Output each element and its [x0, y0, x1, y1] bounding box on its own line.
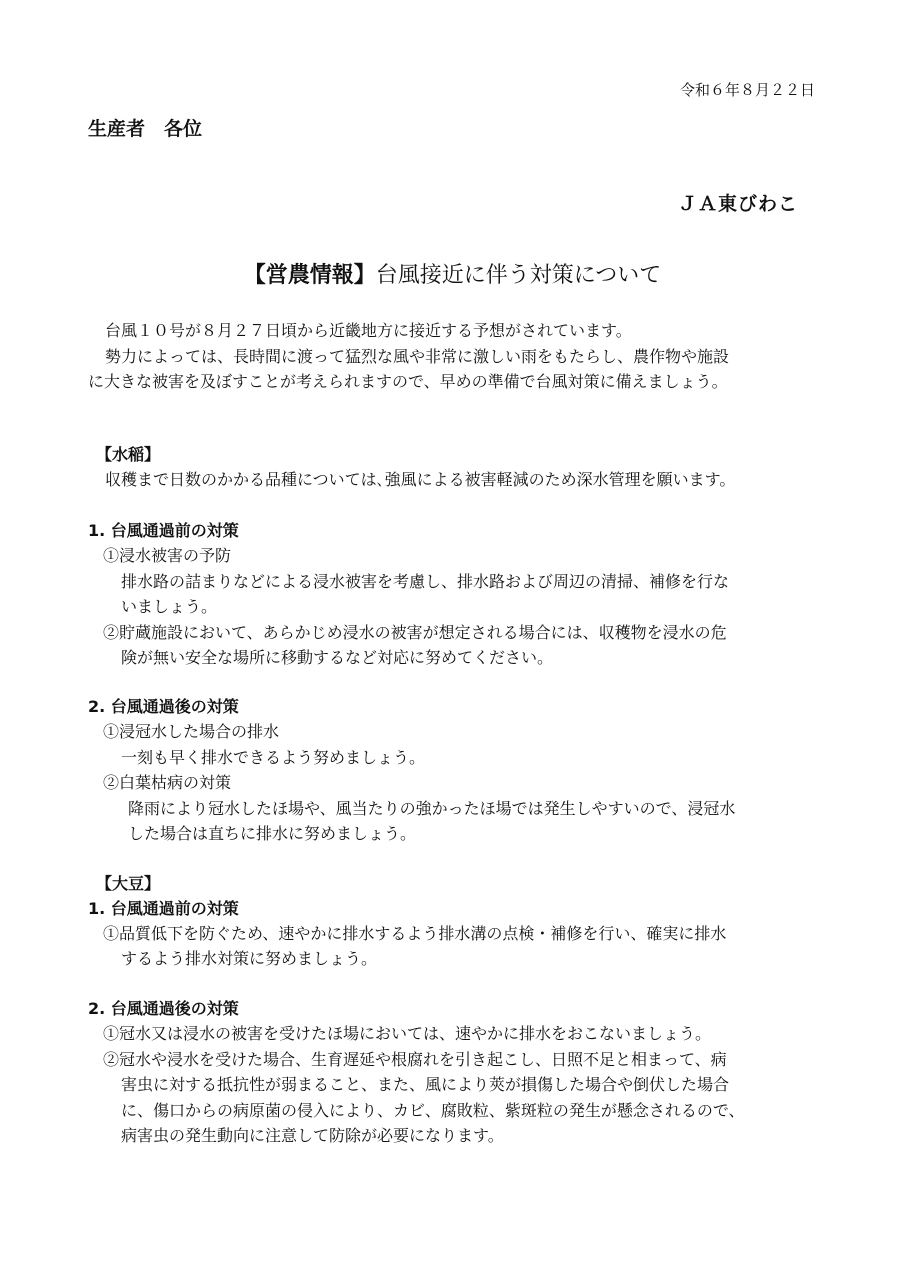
rice-before-item1-line1: 排水路の詰まりなどによる浸水被害を考慮し、排水路および周辺の清掃、補修を行な: [121, 572, 730, 591]
soy-after-item2-line4: 病害虫の発生動向に注意して防除が必要になります。: [121, 1126, 504, 1145]
rice-after-heading: 2. 台風通過後の対策: [88, 697, 239, 716]
title-text: 台風接近に伴う対策について: [375, 263, 662, 288]
rice-after-item2-line1: 降雨により冠水したほ場や、風当たりの強かったほ場では発生しやすいので、浸冠水: [128, 799, 736, 818]
rice-before-item2-line1: ②貯蔵施設において、あらかじめ浸水の被害が想定される場合には、収穫物を浸水の危: [103, 623, 727, 642]
document-title: [0, 258, 905, 289]
soy-heading: 【大豆】: [96, 874, 161, 893]
rice-note: 収穫まで日数のかかる品種については､強風による被害軽減のため深水管理を願います。: [105, 470, 736, 489]
soy-after-heading: 2. 台風通過後の対策: [88, 999, 239, 1018]
intro-line-1: 台風１０号が８月２７日頃から近畿地方に接近する予想がされています。: [105, 321, 632, 340]
title-bracket: 【営農情報】: [243, 263, 376, 288]
intro-line-2: 勢力によっては、長時間に渡って猛烈な風や非常に激しい雨をもたらし、農作物や施設: [105, 347, 730, 366]
soy-after-item2-line1: ②冠水や浸水を受けた場合、生育遅延や根腐れを引き起こし、日照不足と相まって、病: [103, 1050, 727, 1069]
rice-after-item1-title: ①浸冠水した場合の排水: [103, 722, 280, 741]
soy-after-item2-line2: 害虫に対する抵抗性が弱まること、また、風により莢が損傷した場合や倒伏した場合: [121, 1075, 730, 1094]
soy-before-item1-line2: するよう排水対策に努めましょう。: [121, 949, 378, 968]
rice-after-item2-title: ②白葉枯病の対策: [103, 773, 232, 792]
recipient: 生産者 各位: [88, 118, 203, 140]
soy-after-item1-line1: ①冠水又は浸水の被害を受けたほ場においては、速やかに排水をおこないましょう。: [103, 1024, 712, 1043]
intro-line-3: に大きな被害を及ぼすことが考えられますので、早めの準備で台風対策に備えましょう。: [88, 372, 728, 391]
rice-before-heading: 1. 台風通過前の対策: [88, 521, 239, 540]
soy-before-heading: 1. 台風通過前の対策: [88, 899, 239, 918]
rice-heading: 【水稲】: [96, 445, 161, 464]
rice-before-item1-title: ①浸水被害の予防: [103, 546, 232, 565]
document-date: 令和６年８月２２日: [679, 81, 815, 99]
sender: ＪＡ東びわこ: [677, 193, 798, 215]
rice-after-item2-line2: した場合は直ちに排水に努めましょう。: [128, 824, 417, 843]
rice-after-item1-line1: 一刻も早く排水できるよう努めましょう。: [121, 748, 426, 767]
rice-before-item2-line2: 険が無い安全な場所に移動するなど対応に努めてください。: [121, 648, 554, 667]
soy-after-item2-line3: に、傷口からの病原菌の侵入により、カビ、腐敗粒、紫斑粒の発生が懸念されるので、: [121, 1101, 745, 1120]
rice-before-item1-line2: いましょう。: [121, 597, 218, 616]
soy-before-item1-line1: ①品質低下を防ぐため、速やかに排水するよう排水溝の点検・補修を行い、確実に排水: [103, 924, 727, 943]
